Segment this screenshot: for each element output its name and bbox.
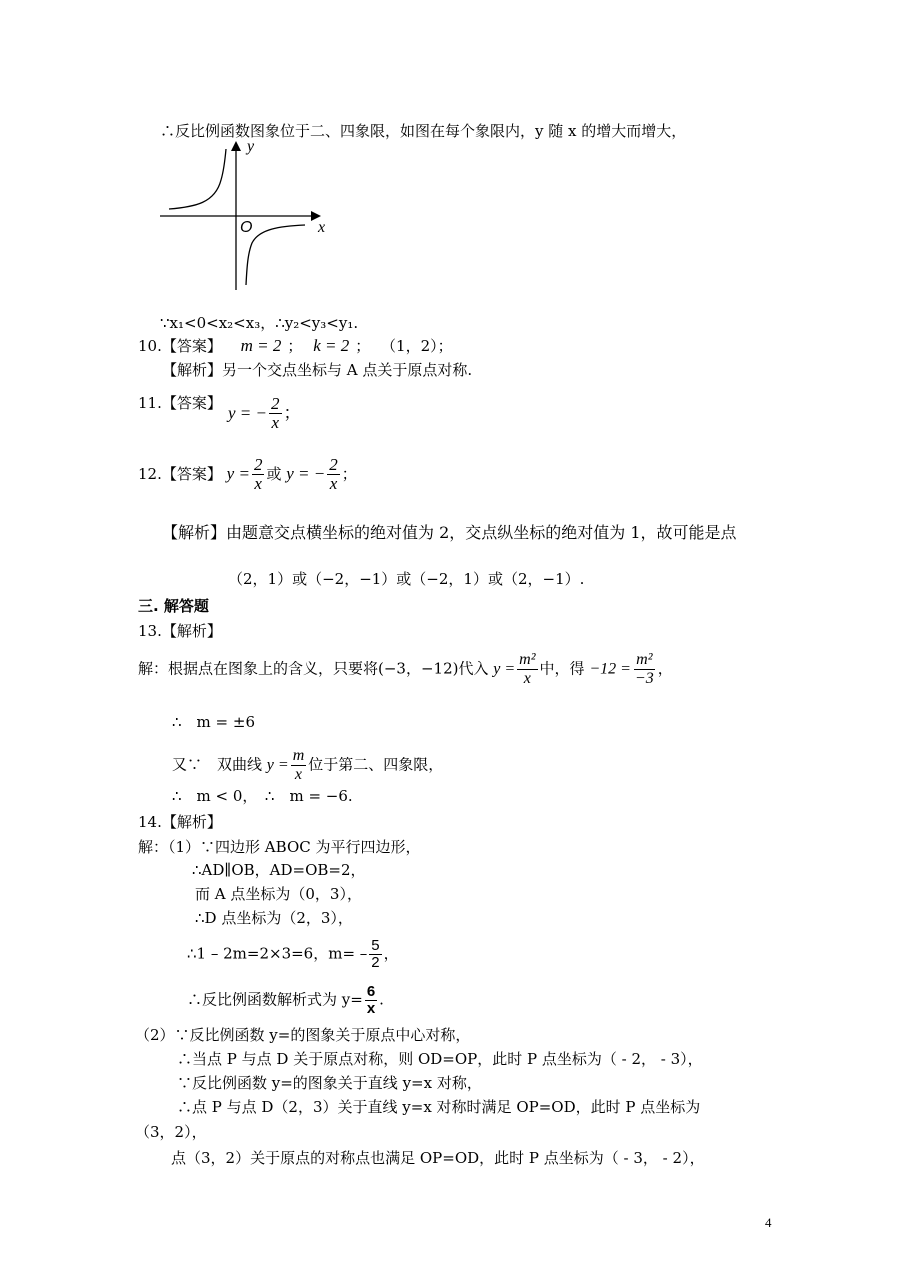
curve-quadrant-2 xyxy=(169,149,226,209)
q12-analysis-tag: 【解析】 xyxy=(162,523,227,542)
q10-analysis xyxy=(162,363,472,378)
q10-answer-tag: 【答案】 xyxy=(161,337,222,355)
curve-quadrant-4 xyxy=(246,225,305,285)
q14-l5n: 5 xyxy=(371,937,380,954)
inverse-function-graph xyxy=(155,135,335,295)
q13-mid: 中，得 xyxy=(539,659,585,678)
y-axis-label: y xyxy=(247,138,255,155)
q11-tail: ； xyxy=(283,403,301,424)
q13-fd: x xyxy=(523,669,531,687)
q12-points: （2，1）或（−2，−1）或（−2，1）或（2，−1）. xyxy=(228,570,585,588)
q11-denominator: x xyxy=(271,412,280,432)
q14-line-2: ∴AD∥OB，AD=OB=2， xyxy=(192,861,366,879)
section-3-heading: 三. 解答题 xyxy=(138,597,209,615)
q14-l6n: 6 xyxy=(366,983,376,1000)
q12-or: 或 xyxy=(266,464,282,483)
q12-den2: x xyxy=(329,473,338,493)
x-axis-label: x xyxy=(318,219,326,236)
q14-line-4: ∴D 点坐标为（2，3）， xyxy=(195,909,353,927)
q14-line-11: （3，2）， xyxy=(135,1123,207,1141)
q10-number: 10. xyxy=(138,337,162,355)
q14-l5b: ， xyxy=(383,944,399,963)
q12-analysis-text: 由题意交点横坐标的绝对值为 2，交点纵坐标的绝对值为 1，故可能是点 xyxy=(226,523,737,542)
q12-analysis xyxy=(162,525,737,541)
q14-line-10: ∴点 P 与点 D（2，3）关于直线 y=x 对称时满足 OP=OD，此时 P 点坐标为 xyxy=(177,1098,701,1116)
q11-answer-tag: 【答案】 xyxy=(161,394,222,412)
q14-line-1: 解：（1）∵四边形 ABOC 为平行四边形， xyxy=(138,838,421,856)
q13-lhs: −12 = xyxy=(589,660,631,678)
q13-y: y = xyxy=(493,660,516,678)
q14-l6a: ∴反比例函数解析式为 y= xyxy=(187,990,363,1009)
q10-answer xyxy=(138,337,453,354)
q12-num2: 2 xyxy=(329,455,338,474)
q12-number: 12. xyxy=(138,464,162,483)
origin-label: O xyxy=(240,219,253,236)
q12-b: y = − xyxy=(286,463,326,483)
q13-line-2: ∴ m = ±6 xyxy=(172,713,255,731)
q14-line-7: （2）∵反比例函数 y=的图象关于原点中心对称， xyxy=(135,1026,471,1044)
q10-point: （1，2）； xyxy=(381,337,453,355)
q12-num1: 2 xyxy=(253,455,263,474)
q11-formula xyxy=(228,395,301,433)
q14-line-6 xyxy=(187,984,384,1017)
q13-line-3 xyxy=(172,748,443,783)
q13-fd2: −3 xyxy=(634,669,654,687)
line-ordering: ∵x₁<0<x₂<x₃，∴y₂<y₃<y₁. xyxy=(160,314,359,332)
q13-l3n: m xyxy=(292,747,305,764)
q14-l5d: 2 xyxy=(371,953,380,971)
q13-l3b: 位于第二、四象限， xyxy=(308,755,444,774)
q10-sep2: ； xyxy=(355,337,371,355)
q13-l3d: x xyxy=(294,765,303,783)
q12-den1: x xyxy=(254,473,262,493)
q10-sep1: ； xyxy=(287,337,303,355)
q12-a: y = xyxy=(226,463,250,483)
q14-line-5 xyxy=(187,938,399,971)
y-axis-arrow xyxy=(231,141,241,151)
q13-line-1 xyxy=(138,652,673,687)
q13-fn: m² xyxy=(519,651,536,668)
q10-m: m = 2 xyxy=(240,336,282,355)
q11-lhs: y = − xyxy=(228,403,267,423)
page-number: 4 xyxy=(765,1215,772,1230)
q14-line-9: ∵反比例函数 y=的图象关于直线 y=x 对称， xyxy=(177,1074,482,1092)
q13-text-a: 解：根据点在图象上的含义，只要将(−3，−12)代入 xyxy=(138,659,489,678)
q13-l3y: y = xyxy=(266,756,289,774)
q12-answer xyxy=(138,456,357,494)
q10-analysis-tag: 【解析】 xyxy=(162,361,223,379)
q14-l6b: . xyxy=(379,990,384,1009)
q11-numerator: 2 xyxy=(271,394,280,413)
q14-line-12: 点（3，2）关于原点的对称点也满足 OP=OD，此时 P 点坐标为（ - 3， - 2）， xyxy=(171,1149,705,1167)
line-quadrant-statement: ∴反比例函数图象位于二、四象限，如图在每个象限内，y 随 x 的增大而增大， xyxy=(160,122,687,140)
q10-k: k = 2 xyxy=(313,336,350,355)
q14-line-8: ∴当点 P 与点 D 关于原点对称，则 OD=OP，此时 P 点坐标为（ - 2， - 3）， xyxy=(177,1050,703,1068)
q13-end: ， xyxy=(657,659,673,678)
q14-heading: 14.【解析】 xyxy=(138,813,222,831)
q14-l5a: ∴1 – 2m=2×3=6，m= – xyxy=(187,944,368,963)
q11-number: 11. xyxy=(138,394,162,412)
q11-answer xyxy=(138,396,222,411)
q13-heading: 13.【解析】 xyxy=(138,622,222,640)
q14-line-3: 而 A 点坐标为（0，3）， xyxy=(195,885,362,903)
q13-l3a: 又∵ 双曲线 xyxy=(172,755,263,774)
q12-answer-tag: 【答案】 xyxy=(161,464,222,483)
q13-fn2: m² xyxy=(636,651,653,668)
q13-line-4: ∴ m < 0， ∴ m = −6. xyxy=(172,787,353,805)
q12-tail: ； xyxy=(341,464,357,483)
q10-analysis-text: 另一个交点坐标与 A 点关于原点对称. xyxy=(222,361,473,379)
q14-l6d: x xyxy=(366,999,376,1017)
